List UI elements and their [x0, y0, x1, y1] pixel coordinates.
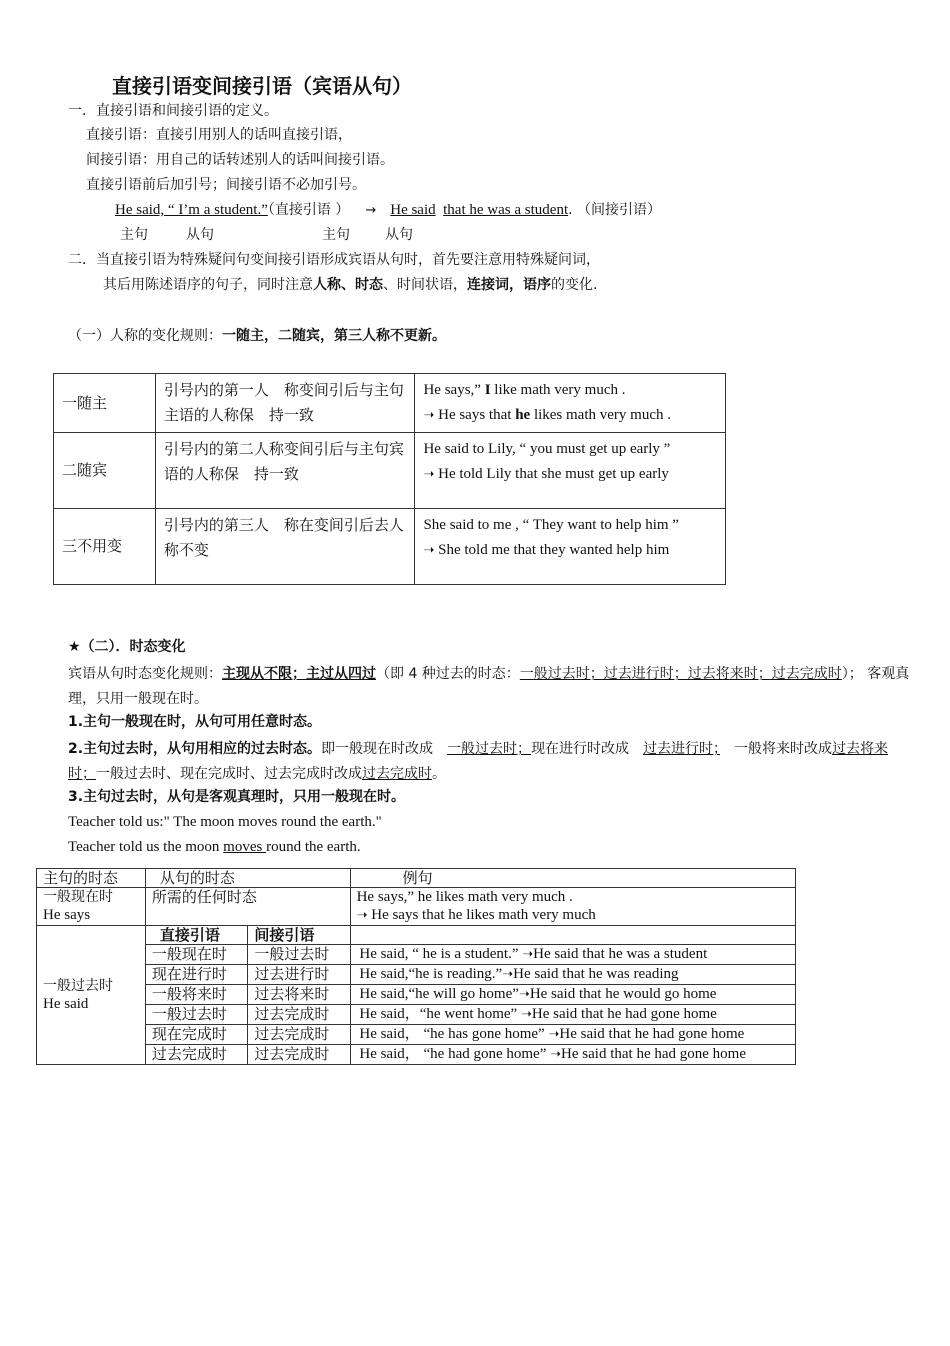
table-row: [37, 888, 796, 926]
text-span: He says that: [434, 407, 516, 423]
indirect-tense: 一般过去时: [248, 945, 351, 965]
person-rule-table: [53, 373, 726, 585]
table-row: [146, 1045, 795, 1065]
empty-cell: [351, 926, 795, 945]
example-direct: He said， “he had gone home”: [359, 1046, 551, 1062]
example-indirect: She told me that they wanted help him: [434, 542, 670, 558]
right-arrow-icon: ➝: [502, 967, 514, 982]
right-arrow-icon: ➝: [550, 1047, 562, 1062]
table-row: [146, 965, 795, 985]
direct-tense: 一般将来时: [146, 985, 248, 1005]
bold-span: I: [484, 382, 491, 398]
example-sentences: [350, 888, 795, 926]
past-tense-subtable-cell: [145, 926, 795, 1065]
table-row: [146, 1025, 795, 1045]
example-indirect: He said that he was a student: [533, 946, 708, 962]
example-main-clause-direct: He said,: [115, 202, 165, 218]
column-header: 例句: [350, 869, 795, 888]
example-direct: He said, “ he is a student.”: [359, 946, 523, 962]
example-indirect: He says that he likes math very much: [367, 907, 596, 923]
direct-speech-definition: 直接引语：直接引用别人的话叫直接引语，: [86, 127, 352, 143]
right-arrow-icon: ➝: [548, 1027, 560, 1042]
main-clause-tense: [37, 888, 146, 926]
quote-marks-note: 直接引语前后加引号；间接引语不必加引号。: [86, 177, 366, 193]
rule-name: 三不用变: [54, 509, 156, 585]
indirect-speech-tag: . （间接引语）: [568, 202, 662, 218]
text-span: 、时间状语，: [383, 277, 467, 293]
example-sentence: [351, 1005, 795, 1025]
rule-name: 二随宾: [54, 433, 156, 509]
page-title: 直接引语变间接引语（宾语从句）: [112, 74, 412, 98]
right-arrow-icon: ➝: [522, 947, 534, 962]
table-row: [54, 374, 726, 433]
rule-text: 引号内的第一人 称变间引后与主句主语的人称保 持一致: [155, 374, 415, 433]
bold-span: 人称、时态: [313, 277, 383, 293]
text-span: 即一般现在时改成: [321, 741, 448, 757]
indirect-tense: 过去将来时: [248, 985, 351, 1005]
section-two-line1: 二．当直接引语为特殊疑问句变间接引语形成宾语从句时，首先要注意用特殊疑问词，: [68, 252, 600, 268]
example-direct: He said， “he has gone home”: [359, 1026, 549, 1042]
tense-name: 一般过去时: [43, 978, 113, 994]
section-two-line2: [103, 275, 597, 295]
example-sentence: [351, 965, 795, 985]
right-arrow-icon: ➝: [423, 467, 435, 482]
example-sentence: [351, 1025, 795, 1045]
table-row: [146, 945, 795, 965]
text-span: He says,”: [423, 382, 485, 398]
column-header: 主句的时态: [37, 869, 146, 888]
example-indirect: He said that he was reading: [513, 966, 679, 982]
example-sentence: [351, 985, 795, 1005]
table-row: [146, 985, 795, 1005]
underlined-span: 一般过去时；: [447, 741, 532, 757]
text-span: 一般将来时改成: [720, 741, 833, 757]
example-indirect: He told Lily that she must get up early: [434, 466, 669, 482]
tense-table: [36, 868, 796, 1065]
direct-tense: 一般过去时: [146, 1005, 248, 1025]
rule-text: 引号内的第二人称变间引后与主句宾语的人称保 持一致: [155, 433, 415, 509]
label-sub-clause: 从句: [186, 227, 214, 243]
tense-point-3: 3.主句过去时，从句是客观真理时，只用一般现在时。: [68, 789, 406, 805]
direct-speech-header: 直接引语: [146, 926, 248, 945]
bold-span: 2.主句过去时，从句用相应的过去时态。: [68, 741, 322, 757]
truth-example-direct: Teacher told us:" The moon moves round the earth.": [68, 814, 382, 830]
right-arrow-icon: ➝: [423, 543, 435, 558]
bold-span: he: [515, 407, 531, 423]
right-arrow-icon: ➝: [423, 408, 435, 423]
arrow-icon: →: [365, 203, 377, 218]
rule-example: [415, 374, 726, 433]
text-span: 。: [432, 766, 446, 782]
text-span: ）； 客观真理，只用一般现在时。: [68, 666, 910, 707]
example-indirect: He said that he had gone home: [559, 1026, 745, 1042]
label-main-clause: 主句: [322, 227, 350, 243]
example-indirect: He said that he would go home: [529, 986, 717, 1002]
underlined-span: 过去将来时；: [68, 741, 889, 782]
indirect-tense: 过去进行时: [248, 965, 351, 985]
underlined-span: 一般过去时；过去进行时；过去将来时；过去完成时: [519, 666, 842, 682]
rule-example: [415, 509, 726, 585]
direct-tense: 现在完成时: [146, 1025, 248, 1045]
section-one-heading: 一．直接引语和间接引语的定义。: [68, 103, 278, 119]
text-span: 其后用陈述语序的句子，同时注意: [103, 277, 313, 293]
column-header: 从句的时态: [145, 869, 350, 888]
direct-tense: 过去完成时: [146, 1045, 248, 1065]
tense-rule: [68, 662, 910, 712]
text-span: （即 4 种过去的时态：: [376, 666, 520, 682]
example-direct: He said,“he will go home”: [359, 986, 519, 1002]
right-arrow-icon: ➝: [518, 987, 530, 1002]
example-direct: He said，“he went home”: [359, 1006, 521, 1022]
example-main-clause-indirect: He said: [390, 202, 436, 218]
past-tense-subtable: [146, 926, 795, 1064]
example-direct: She said to me , “ They want to help him ”: [423, 517, 679, 533]
rule-example: [415, 433, 726, 509]
bold-underlined-span: 主现从不限；主过从四过: [222, 666, 376, 682]
example-direct: He said,“he is reading.”: [359, 966, 503, 982]
example-direct: He says,” he likes math very much .: [356, 889, 573, 905]
example-object-clause: that he was a student: [443, 202, 569, 218]
right-arrow-icon: ➝: [356, 908, 368, 923]
tense-example: He says: [43, 907, 91, 923]
text-span: Teacher told us the moon: [68, 839, 224, 855]
example-direct: He said to Lily, “ you must get up early ”: [423, 441, 671, 457]
tense-heading: ★（二）．时态变化: [68, 639, 186, 655]
sub-clause-tense: 所需的任何时态: [145, 888, 350, 926]
bold-span: 一随主，二随宾，第三人称不更新。: [222, 328, 446, 344]
example-sentence-line: [115, 200, 661, 221]
text-span: round the earth.: [266, 839, 361, 855]
table-header-row: [37, 869, 796, 888]
direct-tense: 现在进行时: [146, 965, 248, 985]
rule-name: 一随主: [54, 374, 156, 433]
label-sub-clause: 从句: [385, 227, 413, 243]
bold-span: 连接词，语序: [467, 277, 551, 293]
label-main-clause: 主句: [120, 227, 148, 243]
tense-point-2: [68, 737, 910, 787]
indirect-speech-header: 间接引语: [248, 926, 351, 945]
example-quoted-clause: “ I’m a student.”: [164, 202, 268, 218]
example-indirect: He said that he had gone home: [531, 1006, 717, 1022]
main-clause-tense: [37, 926, 146, 1065]
direct-speech-tag: （直接引语 ）: [267, 202, 350, 218]
subtable-header-row: [146, 926, 795, 945]
text-span: like math very much .: [490, 382, 626, 398]
example-sentence: [351, 945, 795, 965]
person-rule-heading: [68, 326, 446, 346]
text-span: 宾语从句时态变化规则：: [68, 666, 222, 682]
indirect-tense: 过去完成时: [248, 1005, 351, 1025]
underlined-span: moves: [223, 839, 267, 855]
underlined-span: 过去完成时: [362, 766, 432, 782]
direct-tense: 一般现在时: [146, 945, 248, 965]
table-row: [146, 1005, 795, 1025]
rule-text: 引号内的第三人 称在变间引后去人 称不变: [155, 509, 415, 585]
text-span: （一）人称的变化规则：: [68, 328, 222, 344]
indirect-tense: 过去完成时: [248, 1045, 351, 1065]
text-span: likes math very much .: [530, 407, 671, 423]
table-row: [54, 509, 726, 585]
text-span: 的变化.: [551, 277, 598, 293]
tense-name: 一般现在时: [43, 889, 113, 905]
table-row: [54, 433, 726, 509]
truth-example-indirect: [68, 837, 361, 857]
underlined-span: 过去进行时；: [643, 741, 721, 757]
example-indirect: He said that he had gone home: [561, 1046, 746, 1062]
tense-point-1: 1.主句一般现在时，从句可用任意时态。: [68, 714, 322, 730]
table-row: [37, 926, 796, 1065]
right-arrow-icon: ➝: [520, 1007, 532, 1022]
indirect-tense: 过去完成时: [248, 1025, 351, 1045]
text-span: 一般过去时、现在完成时、过去完成时改成: [96, 766, 362, 782]
example-sentence: [351, 1045, 795, 1065]
tense-example: He said: [43, 996, 89, 1012]
indirect-speech-definition: 间接引语：用自己的话转述别人的话叫间接引语。: [86, 152, 394, 168]
text-span: 现在进行时改成: [531, 741, 644, 757]
